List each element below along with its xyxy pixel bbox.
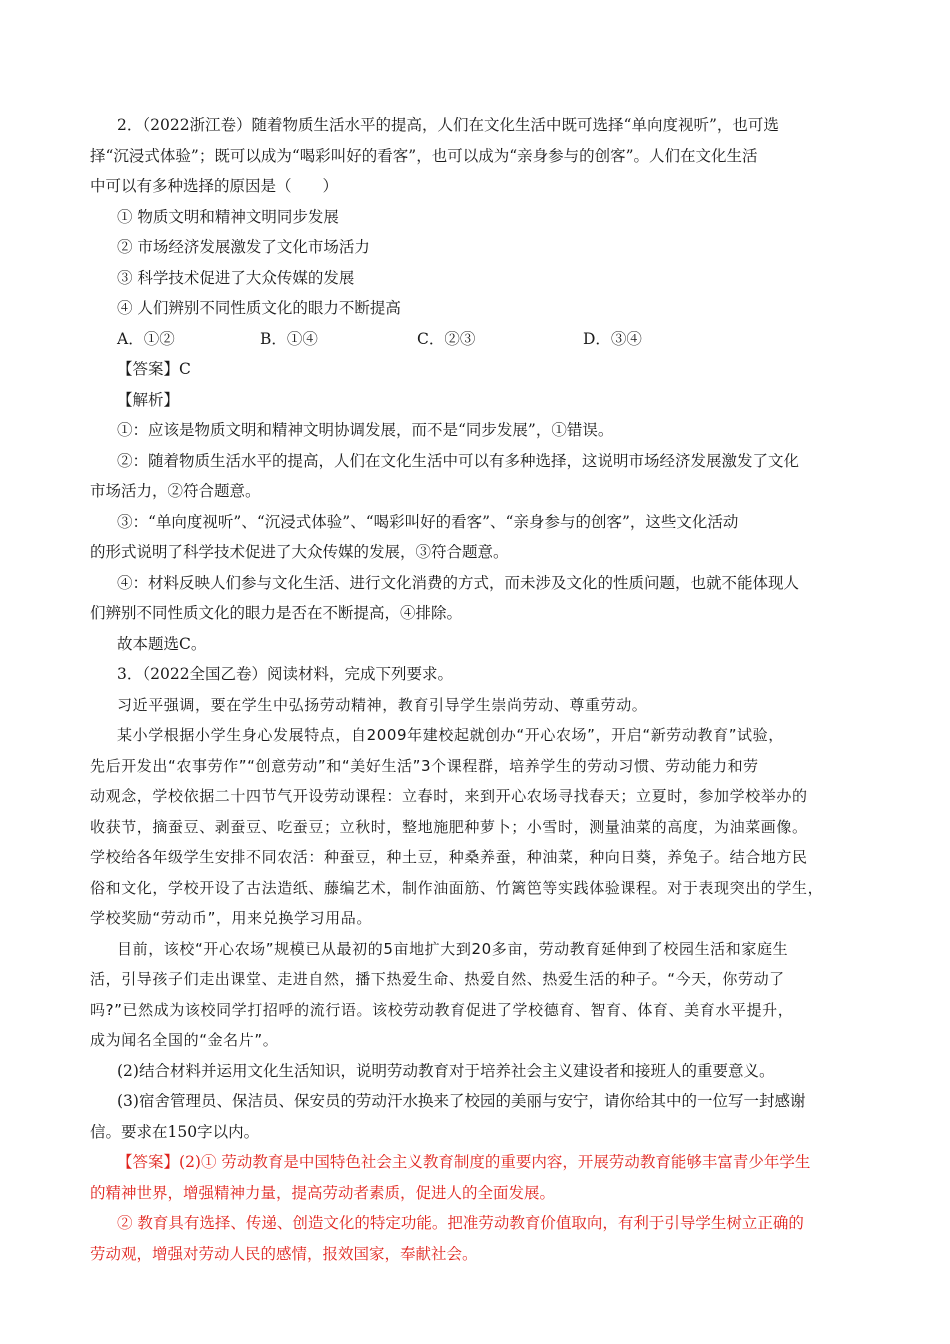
q2-analysis-p4b: 们辨别不同性质文化的眼力是否在不断提高，④排除。 (90, 604, 463, 622)
document-content (90, 110, 862, 1269)
q2-option-c: C．②③ (417, 329, 476, 348)
q2-item-4: ④ 人们辨别不同性质文化的眼力不断提高 (117, 299, 401, 317)
q2-stem-line1: 2．（2022浙江卷）随着物质生活水平的提高，人们在文化生活中既可选择“单向度视听”，也可选 (117, 116, 779, 134)
q3-answer-a2a: ② 教育具有选择、传递、创造文化的特定功能。把准劳动教育价值取向，有利于引导学生树立正确的 (117, 1214, 804, 1232)
q3-material-line: 收获节，摘蚕豆、剥蚕豆、吃蚕豆；立秋时，整地施肥种萝卜；小雪时，测量油菜的高度，为油菜画像。 (90, 817, 808, 836)
q3-material-line: 吗?”已然成为该校同学打招呼的流行语。该校劳动教育促进了学校德育、智育、体育、美育水平提升， (90, 1000, 794, 1019)
q2-options (117, 324, 862, 355)
q3-material-line: 习近平强调，要在学生中弘扬劳动精神，教育引导学生崇尚劳动、尊重劳动。 (117, 695, 648, 714)
q3-material-line: 俗和文化，学校开设了古法造纸、藤编艺术，制作油面筋、竹篱笆等实践体验课程。对于表现突出的学生， (90, 878, 824, 897)
q2-stem-line3: 中可以有多种选择的原因是（ ） (90, 177, 339, 195)
q3-material-line: 某小学根据小学生身心发展特点，自2009年建校起就创办“开心农场”，开启“新劳动教育”试验， (117, 726, 784, 744)
q3-stem: 3．（2022全国乙卷）阅读材料，完成下列要求。 (117, 665, 454, 683)
q2-item-2: ② 市场经济发展激发了文化市场活力 (117, 238, 370, 256)
q2-analysis-p3a: ③：“单向度视听”、“沉浸式体验”、“喝彩叫好的看客”、“亲身参与的创客”，这些文化活动 (117, 512, 739, 531)
q3-requirement-3a: (3)宿舍管理员、保洁员、保安员的劳动汗水换来了校园的美丽与安宁，请你给其中的一位写一封感谢 (117, 1092, 806, 1110)
q2-analysis-p1: ①：应该是物质文明和精神文明协调发展，而不是“同步发展”，①错误。 (117, 421, 614, 439)
q3-requirement-2: (2)结合材料并运用文化生活知识，说明劳动教育对于培养社会主义建设者和接班人的重要意义。 (117, 1061, 775, 1080)
q3-answer-label: 【答案】 (117, 1153, 180, 1171)
q2-analysis-p2b: 市场活力，②符合题意。 (90, 482, 261, 500)
q3-material-line: 动观念，学校依据二十四节气开设劳动课程：立春时，来到开心农场寻找春天；立夏时，参加学校举办的 (90, 787, 808, 805)
q3-material-line: 活，引导孩子们走出课堂、走进自然，播下热爱生命、热爱自然、热爱生活的种子。“今天，你劳动了 (90, 970, 785, 988)
q2-conclusion: 故本题选C。 (117, 634, 207, 653)
q2-stem-line2: 择“沉浸式体验”；既可以成为“喝彩叫好的看客”，也可以成为“亲身参与的创客”。人们在文化生活 (90, 146, 758, 165)
q3-answer-a1b: 的精神世界，增强精神力量，提高劳动者素质，促进人的全面发展。 (90, 1183, 556, 1202)
q2-analysis-p2a: ②：随着物质生活水平的提高，人们在文化生活中可以有多种选择，这说明市场经济发展激发了文化 (117, 451, 800, 470)
q3-answer-line1 (117, 1147, 862, 1178)
q3-material-line: 学校给各年级学生安排不同农活：种蚕豆，种土豆，种桑养蚕，种油菜，种向日葵，养兔子。结合地方民 (90, 848, 808, 866)
q3-material-line: 先后开发出“农事劳作”“创意劳动”和“美好生活”3个课程群，培养学生的劳动习惯、劳动能力和劳 (90, 756, 759, 775)
q3-material-line: 学校奖励“劳动币”，用来兑换学习用品。 (90, 909, 372, 927)
q2-analysis-label: 【解析】 (117, 390, 180, 409)
q2-item-1: ① 物质文明和精神文明同步发展 (117, 207, 339, 226)
q2-answer: 【答案】C (117, 360, 191, 378)
q3-material (90, 690, 862, 1056)
q3-material-line: 成为闻名全国的“金名片”。 (90, 1031, 279, 1049)
q2-analysis-p3b: 的形式说明了科学技术促进了大众传媒的发展，③符合题意。 (90, 543, 509, 561)
q2-analysis-p4a: ④：材料反映人们参与文化生活、进行文化消费的方式，而未涉及文化的性质问题，也就不能体现人 (117, 573, 800, 592)
q2-option-b: B．①④ (260, 329, 318, 348)
q3-requirement-3b: 信。要求在150字以内。 (90, 1122, 260, 1141)
q3-answer-a2b: 劳动观，增强对劳动人民的感情，报效国家，奉献社会。 (90, 1244, 478, 1263)
q2-option-a: A．①② (117, 329, 175, 348)
q2-item-3: ③ 科学技术促进了大众传媒的发展 (117, 268, 355, 287)
q2-option-d: D．③④ (583, 329, 642, 348)
q3-answer-a1a: (2)① 劳动教育是中国特色社会主义教育制度的重要内容，开展劳动教育能够丰富青少年学生 (179, 1153, 811, 1171)
q3-material-line: 目前，该校“开心农场”规模已从最初的5亩地扩大到20多亩，劳动教育延伸到了校园生活和家庭生 (117, 939, 789, 958)
